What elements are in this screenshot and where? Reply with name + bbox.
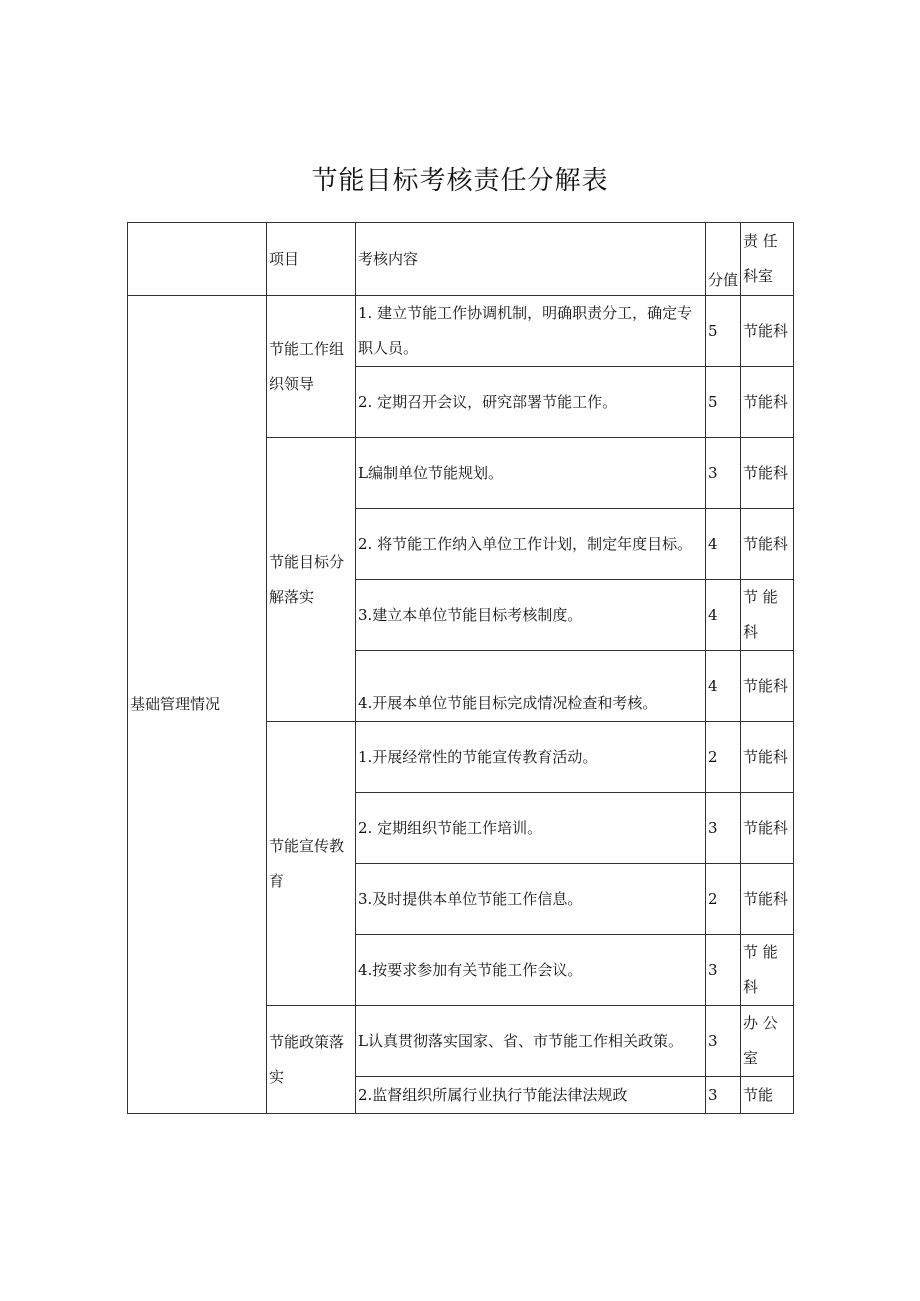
score-cell: 3 bbox=[706, 935, 741, 1006]
content-cell: 2. 定期组织节能工作培训。 bbox=[356, 793, 706, 864]
dept-cell: 办 公 室 bbox=[741, 1006, 794, 1077]
content-cell: 4.开展本单位节能目标完成情况检查和考核。 bbox=[356, 651, 706, 722]
document-title: 节能目标考核责任分解表 bbox=[311, 166, 609, 196]
header-score: 分值 bbox=[706, 223, 741, 296]
score-cell: 4 bbox=[706, 509, 741, 580]
item-cell: 节能工作组织领导 bbox=[267, 296, 356, 438]
item-cell: 节能宣传教育 bbox=[267, 722, 356, 1006]
content-cell: 3.建立本单位节能目标考核制度。 bbox=[356, 580, 706, 651]
content-cell: L认真贯彻落实国家、省、市节能工作相关政策。 bbox=[356, 1006, 706, 1077]
score-cell: 3 bbox=[706, 1006, 741, 1077]
score-cell: 4 bbox=[706, 580, 741, 651]
content-cell: 1. 建立节能工作协调机制，明确职责分工，确定专职人员。 bbox=[356, 296, 706, 367]
score-cell: 5 bbox=[706, 367, 741, 438]
score-cell: 2 bbox=[706, 722, 741, 793]
table-row bbox=[128, 296, 794, 367]
header-category bbox=[128, 223, 267, 296]
responsibility-table bbox=[127, 222, 794, 1114]
dept-cell: 节能科 bbox=[741, 367, 794, 438]
header-item: 项目 bbox=[267, 223, 356, 296]
table-header-row bbox=[128, 223, 794, 296]
score-cell: 3 bbox=[706, 438, 741, 509]
dept-cell: 节能 bbox=[741, 1077, 794, 1114]
header-dept: 责 任 科室 bbox=[741, 223, 794, 296]
content-cell: L编制单位节能规划。 bbox=[356, 438, 706, 509]
content-cell: 2. 定期召开会议，研究部署节能工作。 bbox=[356, 367, 706, 438]
item-cell: 节能政策落实 bbox=[267, 1006, 356, 1114]
dept-cell: 节 能 科 bbox=[741, 935, 794, 1006]
dept-cell: 节能科 bbox=[741, 296, 794, 367]
score-cell: 5 bbox=[706, 296, 741, 367]
dept-cell: 节能科 bbox=[741, 722, 794, 793]
dept-cell: 节能科 bbox=[741, 509, 794, 580]
content-cell: 4.按要求参加有关节能工作会议。 bbox=[356, 935, 706, 1006]
score-cell: 4 bbox=[706, 651, 741, 722]
score-cell: 3 bbox=[706, 793, 741, 864]
header-content: 考核内容 bbox=[356, 223, 706, 296]
dept-cell: 节能科 bbox=[741, 864, 794, 935]
item-cell: 节能目标分解落实 bbox=[267, 438, 356, 722]
category-cell: 基础管理情况 bbox=[128, 296, 267, 1114]
score-cell: 2 bbox=[706, 864, 741, 935]
content-cell: 3.及时提供本单位节能工作信息。 bbox=[356, 864, 706, 935]
dept-cell: 节能科 bbox=[741, 651, 794, 722]
dept-cell: 节能科 bbox=[741, 438, 794, 509]
content-cell: 2. 将节能工作纳入单位工作计划，制定年度目标。 bbox=[356, 509, 706, 580]
dept-cell: 节能科 bbox=[741, 793, 794, 864]
content-cell: 2.监督组织所属行业执行节能法律法规政 bbox=[356, 1077, 706, 1114]
dept-cell: 节 能 科 bbox=[741, 580, 794, 651]
content-cell: 1.开展经常性的节能宣传教育活动。 bbox=[356, 722, 706, 793]
score-cell: 3 bbox=[706, 1077, 741, 1114]
